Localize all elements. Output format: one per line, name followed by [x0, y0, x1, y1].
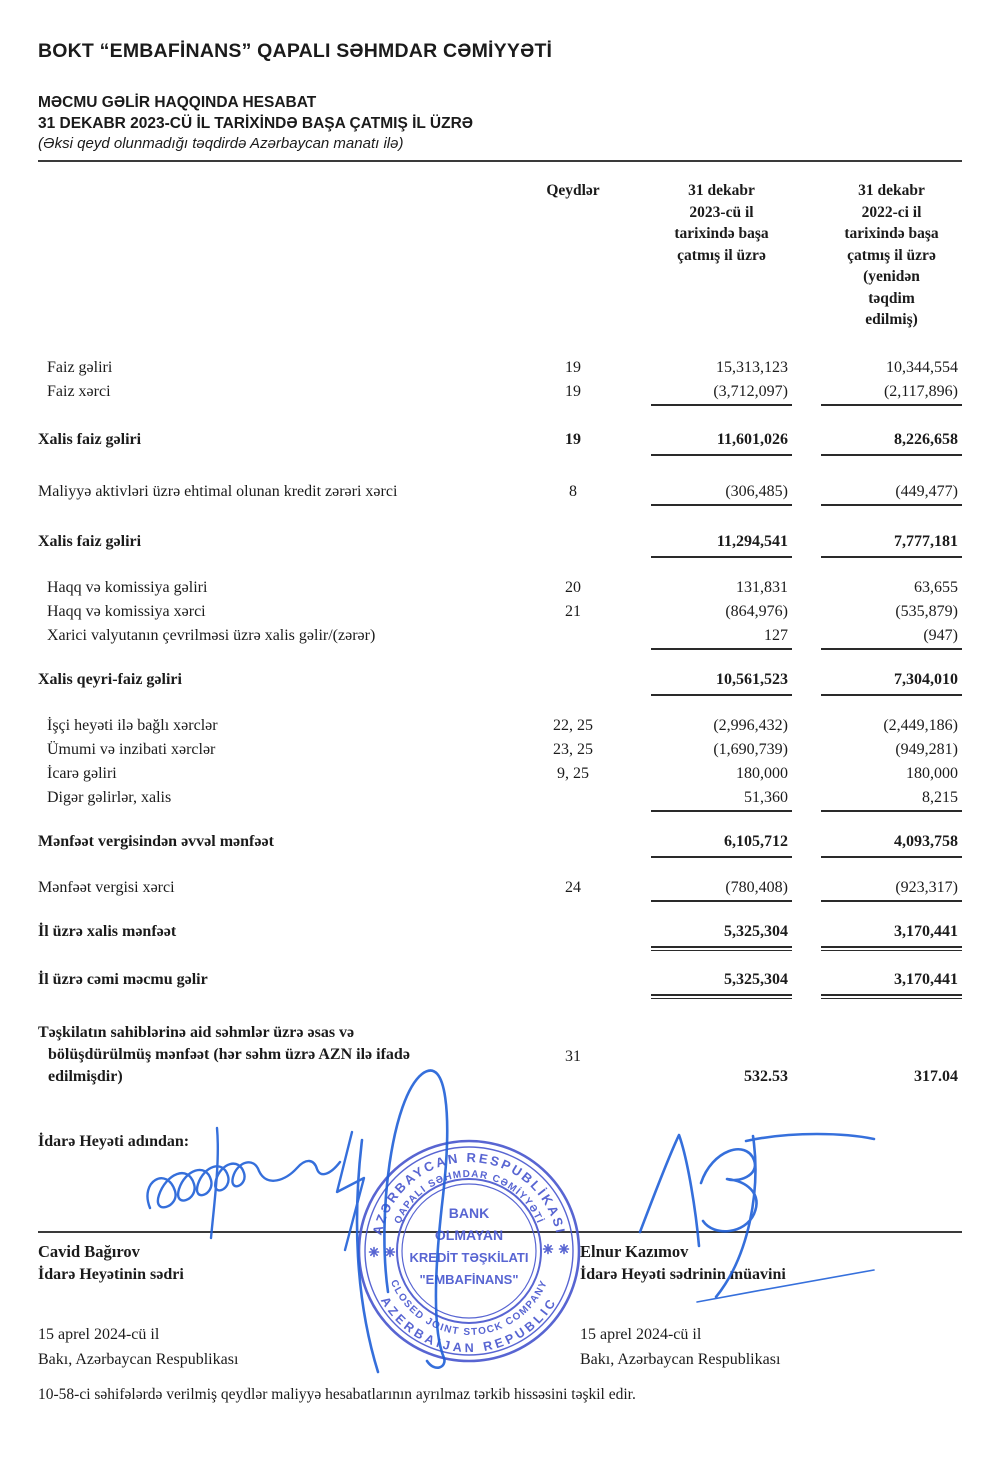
- pen-stroke-icon: [357, 1071, 447, 1372]
- eps-note: 31: [565, 1048, 581, 1065]
- row-label: Xalis faiz gəliri: [38, 431, 142, 448]
- row-label: Xarici valyutanın çevrilməsi üzrə xalis gəlir/(zərər): [47, 627, 376, 644]
- row-value-2023: (1,690,739): [713, 741, 788, 758]
- signatory-name: Cavid Bağırov: [38, 1242, 140, 1261]
- row-label: İcarə gəliri: [47, 765, 117, 782]
- row-value-2022: (2,117,896): [821, 382, 962, 406]
- row-label: Ümumi və inzibati xərclər: [47, 741, 216, 758]
- statement-rows: [38, 358, 962, 996]
- document-header: [38, 40, 962, 152]
- eps-value-2022: 317.04: [914, 1068, 958, 1085]
- row-value-2023: 5,325,304: [651, 970, 792, 996]
- row-note: [528, 788, 618, 812]
- row-label: Mənfəət vergisindən əvvəl mənfəət: [38, 833, 274, 850]
- row-note: 19: [565, 359, 581, 376]
- eps-label: Təşkilatın sahiblərinə aid səhmlər üzrə əsas və bölüşdürülmüş mənfəət (hər səhm üzrə AZN ilə ifadə edilmişdir): [38, 1024, 410, 1085]
- row-value-2022: (449,477): [821, 482, 962, 506]
- table-row: [38, 670, 962, 696]
- row-note: 19: [565, 431, 581, 448]
- row-note: [528, 670, 618, 696]
- row-value-2022: 3,170,441: [821, 970, 962, 996]
- stamp-center-line-3: KREDİT TƏŞKİLATI: [409, 1250, 529, 1265]
- row-note: 24: [565, 879, 581, 896]
- statement-table: [38, 358, 962, 1088]
- row-note: [528, 970, 618, 996]
- table-row: [38, 832, 962, 858]
- row-label: Haqq və komissiya gəliri: [47, 579, 208, 596]
- row-value-2023: 51,360: [651, 788, 792, 812]
- table-row: [38, 764, 962, 788]
- signature-place: Bakı, Azərbaycan Respublikası: [580, 1351, 781, 1368]
- table-row: [38, 788, 962, 812]
- row-label: İl üzrə xalis mənfəət: [38, 923, 177, 940]
- signature-place: Bakı, Azərbaycan Respublikası: [38, 1351, 239, 1368]
- row-label: Maliyyə aktivləri üzrə ehtimal olunan kredit zərəri xərci: [38, 483, 398, 500]
- row-label: Faiz xərci: [47, 383, 111, 400]
- row-label: Mənfəət vergisi xərci: [38, 879, 175, 896]
- stamp-ring-outer-bottom: AZERBAIJAN REPUBLIC: [378, 1294, 560, 1356]
- row-value-2022: 7,777,181: [821, 532, 962, 558]
- table-row: [38, 532, 962, 558]
- row-note: [528, 626, 618, 650]
- table-row: [38, 970, 962, 996]
- table-row: [38, 740, 962, 764]
- signature-cavid-icon: [147, 1128, 364, 1250]
- signature-date: 15 aprel 2024-cü il: [580, 1326, 702, 1343]
- row-value-2022: (2,449,186): [883, 717, 958, 734]
- signature-date: 15 aprel 2024-cü il: [38, 1326, 160, 1343]
- row-note: [528, 922, 618, 948]
- stamp-center-line-2: OLMAYAN: [434, 1227, 504, 1243]
- row-note: 8: [569, 483, 577, 500]
- row-value-2023: (780,408): [651, 878, 792, 902]
- row-value-2023: (2,996,432): [713, 717, 788, 734]
- row-value-2022: (535,879): [895, 603, 958, 620]
- stamp-ring-outer-top: AZƏRBAYCAN RESPUBLİKASI: [369, 1149, 569, 1237]
- row-note: 20: [565, 579, 581, 596]
- row-label: İl üzrə cəmi məcmu gəlir: [38, 971, 208, 988]
- row-label: Haqq və komissiya xərci: [47, 603, 206, 620]
- report-title-block: [38, 92, 962, 134]
- column-header-2023: 31 dekabr 2023-cü il tarixində başa çatmış il üzrə: [674, 182, 769, 264]
- row-value-2022: (949,281): [895, 741, 958, 758]
- row-value-2022: 180,000: [906, 765, 958, 782]
- row-value-2023: (306,485): [651, 482, 792, 506]
- row-value-2023: (3,712,097): [651, 382, 792, 406]
- table-row: [38, 382, 962, 406]
- row-value-2023: 131,831: [736, 579, 788, 596]
- row-value-2022: 10,344,554: [886, 359, 958, 376]
- table-row: [38, 358, 962, 382]
- row-value-2023: 5,325,304: [651, 922, 792, 948]
- row-value-2023: 15,313,123: [716, 359, 788, 376]
- row-value-2022: 7,304,010: [821, 670, 962, 696]
- row-value-2022: 8,226,658: [821, 430, 962, 456]
- row-value-2022: (923,317): [821, 878, 962, 902]
- row-value-2022: 4,093,758: [821, 832, 962, 858]
- row-value-2023: 10,561,523: [651, 670, 792, 696]
- column-header-2022: 31 dekabr 2022-ci il tarixində başa çatmış il üzrə (yenidən təqdim edilmiş): [844, 182, 939, 328]
- report-period: 31 DEKABR 2023-CÜ İL TARİXİNDƏ BAŞA ÇATMIŞ İL ÜZRƏ: [38, 115, 474, 132]
- table-row: [38, 482, 962, 506]
- row-value-2023: 6,105,712: [651, 832, 792, 858]
- table-row: [38, 430, 962, 456]
- row-note: 19: [565, 383, 581, 400]
- currency-note: (Əksi qeyd olunmadığı təqdirdə Azərbaycan manatı ilə): [38, 135, 404, 152]
- stamp-center-line-4: "EMBAFİNANS": [419, 1272, 519, 1287]
- stamp-center-line-1: BANK: [448, 1205, 490, 1221]
- row-note: 21: [565, 603, 581, 620]
- table-row: [38, 602, 962, 626]
- table-row: [38, 626, 962, 650]
- footer-note: 10-58-ci səhifələrdə verilmiş qeydlər maliyyə hesabatlarının ayrılmaz tərkib hissəsini təşkil edir.: [38, 1386, 636, 1403]
- row-value-2022: (947): [821, 626, 962, 650]
- table-row: [38, 578, 962, 602]
- row-note: 23, 25: [553, 741, 593, 758]
- eps-value-2023: 532.53: [744, 1068, 788, 1085]
- table-row: [38, 922, 962, 948]
- row-label: Digər gəlirlər, xalis: [47, 789, 172, 806]
- row-label: Xalis qeyri-faiz gəliri: [38, 671, 182, 688]
- row-value-2023: (864,976): [725, 603, 788, 620]
- row-value-2023: 127: [651, 626, 792, 650]
- row-value-2022: 63,655: [914, 579, 958, 596]
- handwritten-signatures: [0, 1040, 1000, 1400]
- row-label: İşçi heyəti ilə bağlı xərclər: [47, 717, 218, 734]
- row-value-2023: 11,601,026: [651, 430, 792, 456]
- stamp-ring-inner-bottom: CLOSED JOINT STOCK COMPANY: [387, 1278, 551, 1339]
- row-value-2023: 180,000: [736, 765, 788, 782]
- row-label: Xalis faiz gəliri: [38, 533, 142, 550]
- table-row: [38, 716, 962, 740]
- on-behalf-heading: İdarə Heyəti adından:: [38, 1133, 190, 1150]
- row-value-2023: 11,294,541: [651, 532, 792, 558]
- row-label: Faiz gəliri: [47, 359, 113, 376]
- table-row: [38, 878, 962, 902]
- row-note: 22, 25: [553, 717, 593, 734]
- signature-elnur-icon: [640, 1134, 874, 1302]
- signatory-name: Elnur Kazımov: [580, 1242, 689, 1261]
- table-column-headers: [38, 180, 962, 331]
- row-note: [528, 532, 618, 558]
- row-value-2022: 8,215: [821, 788, 962, 812]
- report-title: MƏCMU GƏLİR HAQQINDA HESABAT: [38, 94, 317, 111]
- company-name: BOKT “EMBAFİNANS” QAPALI SƏHMDAR CƏMİYYƏTİ: [38, 40, 553, 62]
- column-header-notes: Qeydlər: [546, 182, 600, 199]
- header-rule: [38, 160, 962, 162]
- stamp-ring-inner-top: QAPALI SƏHMDAR CƏMİYYƏTİ: [392, 1168, 546, 1226]
- row-note: [528, 832, 618, 858]
- row-note: 9, 25: [557, 765, 589, 782]
- signatory-title: İdarə Heyətinin sədri: [38, 1266, 184, 1283]
- signatory-title: İdarə Heyəti sədrinin müavini: [580, 1266, 786, 1283]
- row-value-2022: 3,170,441: [821, 922, 962, 948]
